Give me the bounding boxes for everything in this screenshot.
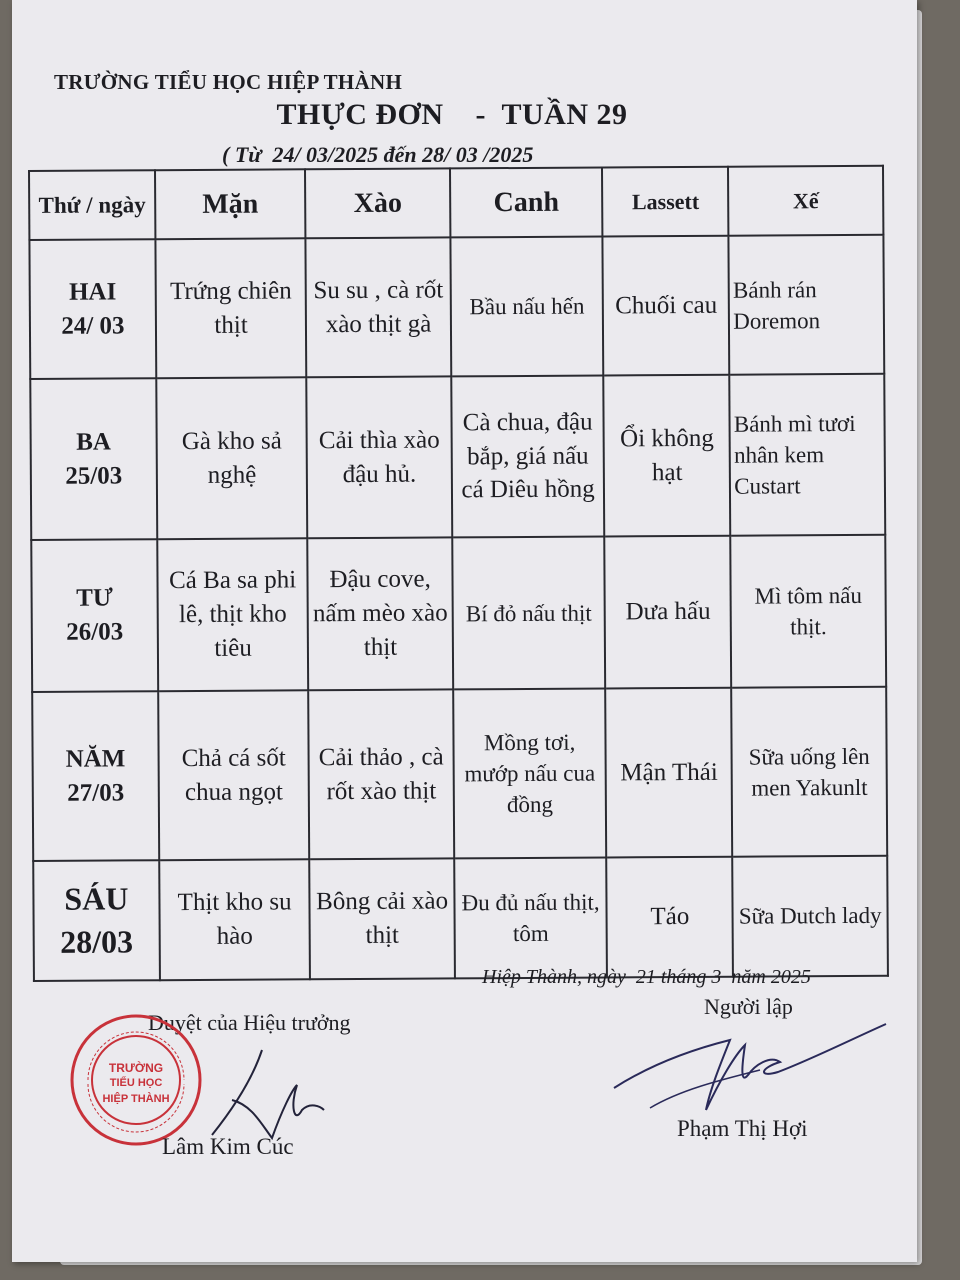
canh-cell: Bí đỏ nấu thịt bbox=[452, 536, 606, 689]
day-name: SÁU bbox=[64, 880, 129, 917]
xe-cell: Bánh mì tươi nhân kem Custart bbox=[730, 374, 886, 536]
canh-cell: Bầu nấu hến bbox=[450, 237, 603, 377]
col-header-lassett: Lassett bbox=[602, 167, 728, 237]
table-header-row bbox=[29, 166, 883, 240]
table-row bbox=[32, 687, 887, 861]
table-row bbox=[33, 856, 888, 981]
approver-label: Duyệt của Hiệu trưởng bbox=[148, 1010, 351, 1035]
day-date: 26/03 bbox=[66, 618, 124, 646]
day-name: NĂM bbox=[65, 745, 126, 773]
xe-cell: Sữa uống lên men Yakunlt bbox=[731, 687, 887, 857]
col-header-man: Mặn bbox=[155, 169, 306, 239]
preparer-name: Phạm Thị Hợi bbox=[677, 1116, 808, 1141]
man-cell: Chả cá sốt chua ngọt bbox=[158, 691, 310, 861]
man-cell: Cá Ba sa phi lê, thịt kho tiêu bbox=[157, 538, 309, 691]
school-stamp bbox=[68, 1012, 204, 1148]
lassett-cell: Táo bbox=[607, 857, 734, 978]
table-row bbox=[30, 374, 885, 540]
xao-cell: Cải thảo , cà rốt xào thịt bbox=[309, 690, 454, 860]
svg-text:TRƯỜNG: TRƯỜNG bbox=[108, 1061, 164, 1075]
school-name: TRƯỜNG TIỂU HỌC HIỆP THÀNH bbox=[54, 70, 403, 94]
lassett-cell: Dưa hấu bbox=[605, 536, 732, 689]
svg-text:HIỆP THÀNH: HIỆP THÀNH bbox=[102, 1093, 170, 1105]
xe-cell: Mì tôm nấu thịt. bbox=[731, 535, 887, 688]
day-date: 24/ 03 bbox=[61, 312, 125, 340]
canh-cell: Cà chua, đậu bắp, giá nấu cá Diêu hồng bbox=[451, 376, 605, 537]
menu-document bbox=[12, 0, 917, 1262]
man-cell: Trứng chiên thịt bbox=[155, 238, 306, 378]
day-cell bbox=[30, 379, 157, 540]
day-date: 25/03 bbox=[65, 462, 123, 490]
place-date: Hiệp Thành, ngày 21 tháng 3 năm 2025 bbox=[482, 966, 811, 988]
day-name: TƯ bbox=[76, 584, 113, 613]
col-header-xao: Xào bbox=[305, 168, 450, 238]
man-cell: Gà kho sả nghệ bbox=[156, 378, 308, 539]
table-row bbox=[29, 235, 884, 379]
table-row bbox=[31, 535, 886, 693]
day-date: 28/03 bbox=[60, 923, 134, 960]
svg-text:TIỂU HỌC: TIỂU HỌC bbox=[109, 1077, 163, 1089]
preparer-label: Người lập bbox=[704, 994, 793, 1019]
lassett-cell: Mận Thái bbox=[606, 688, 733, 857]
col-header-canh: Canh bbox=[450, 167, 603, 237]
man-cell: Thịt kho su hào bbox=[159, 859, 310, 980]
xao-cell: Su su , cà rốt xào thịt gà bbox=[306, 238, 451, 378]
day-cell bbox=[33, 860, 160, 981]
approver-name: Lâm Kim Cúc bbox=[162, 1134, 294, 1159]
canh-cell: Đu đủ nấu thịt, tôm bbox=[454, 858, 607, 979]
day-cell bbox=[32, 692, 159, 861]
day-name: HAI bbox=[68, 278, 117, 306]
lassett-cell: Ổi không hạt bbox=[604, 375, 731, 536]
xe-cell: Bánh rán Doremon bbox=[729, 235, 885, 375]
day-cell bbox=[29, 239, 156, 379]
day-name: BA bbox=[76, 428, 112, 456]
xao-cell: Cải thìa xào đậu hủ. bbox=[307, 377, 452, 538]
day-cell bbox=[31, 539, 158, 692]
canh-cell: Mồng tơi, mướp nấu cua đồng bbox=[453, 689, 607, 859]
page-title: THỰC ĐƠN - TUẦN 29 bbox=[276, 98, 628, 131]
xao-cell: Đậu cove, nấm mèo xào thịt bbox=[308, 537, 453, 690]
preparer-signature bbox=[610, 1010, 890, 1120]
menu-table bbox=[28, 165, 889, 982]
col-header-xe: Xế bbox=[728, 166, 883, 236]
lassett-cell: Chuối cau bbox=[603, 236, 730, 376]
xao-cell: Bông cải xào thịt bbox=[310, 858, 455, 979]
xe-cell: Sữa Dutch lady bbox=[732, 856, 887, 977]
col-header-day: Thứ / ngày bbox=[29, 170, 155, 240]
day-date: 27/03 bbox=[67, 779, 125, 807]
date-range: ( Từ 24/ 03/2025 đến 28/ 03 /2025 bbox=[222, 142, 534, 167]
